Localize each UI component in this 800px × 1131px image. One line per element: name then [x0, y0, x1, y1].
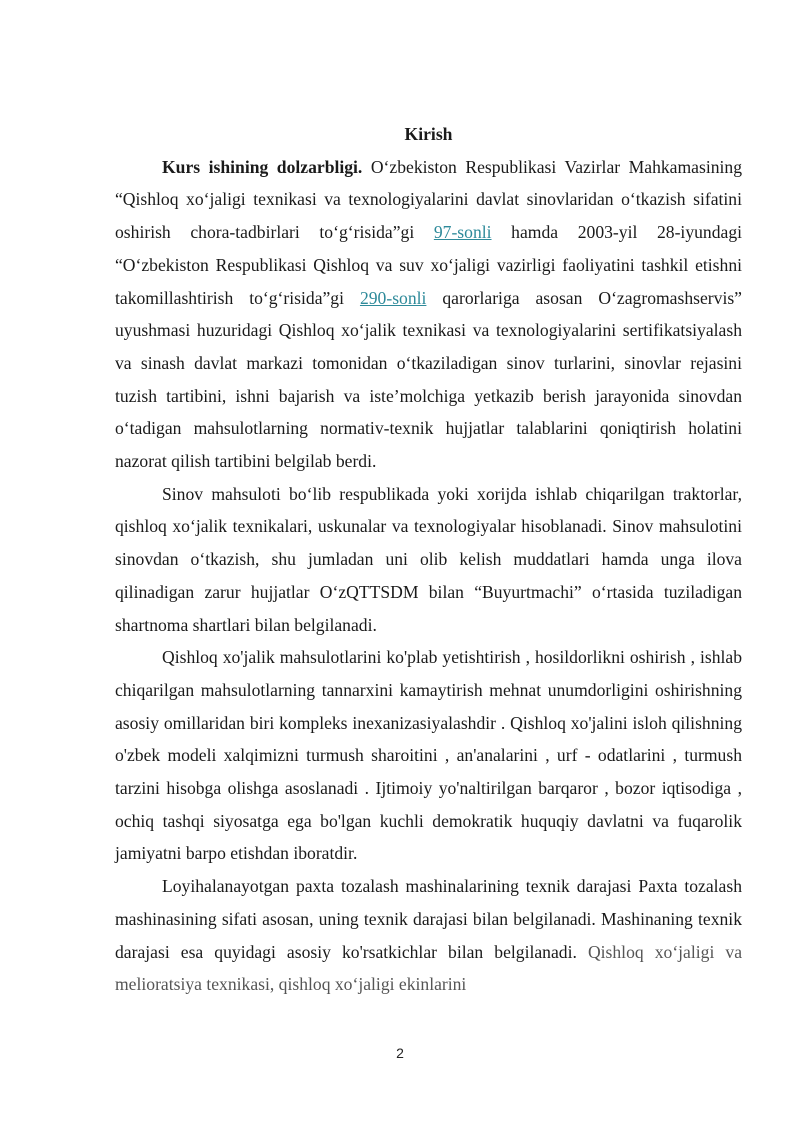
paragraph-test-product: Sinov mahsuloti bo‘lib respublikada yoki xorijda ishlab chiqarilgan traktorlar, qishloq xo‘jalik texnikalari, uskunalar va texnologiyalar hisoblanadi. Sinov mahsulotini sinovdan o‘tkazish, shu jumladan uni olib kelish muddatlari hamda unga ilova qilinadigan zarur hujjatlar O‘zQTTSDM bilan “Buyurtmachi” o‘rtasida tuziladigan shartnoma shartlari bilan belgilanadi.: [115, 483, 742, 635]
page-number: 2: [396, 1045, 404, 1061]
paragraph-gray-text: Qishloq xo‘jaligi va melioratsiya texnikasi, qishloq xo‘jaligi ekinlarini: [115, 941, 743, 995]
paragraph-text-a: O‘zbekiston Respublikasi Vazirlar Mahkamasining “Qishloq xo‘jaligi texnikasi va texnologiyalarini davlat sinovlaridan o‘tkazish sifatini oshirish chora-tadbirlari to‘g‘risida”gi: [115, 156, 742, 243]
link-resolution-97[interactable]: 97-sonli: [433, 222, 492, 243]
paragraph-bold-lead: Kurs ishining dolzarbligi.: [162, 156, 363, 177]
link-resolution-290[interactable]: 290-sonli: [359, 287, 427, 308]
page-title: Kirish: [404, 124, 453, 144]
paragraph-agriculture: Qishloq xo'jalik mahsulotlarini ko'plab yetishtirish , hosildorlikni oshirish , ishlab chiqarilgan mahsulotlarning tannarxini kamaytirish mehnat unumdorligini oshirishning asosiy omillaridan biri kompleks inexanizasiyalashdir . Qishloq xo'jalini isloh qilishning o'zbek modeli xalqimizni turmush sharoitini , an'analarini , urf - odatlarini , turmush tarzini hisobga olishga asoslanadi . Ijtimoiy yo'naltirilgan barqaror , bozor iqtisodiga , ochiq tashqi siyosatga ega bo'lgan kuchli demokratik huquqiy davlatni va fuqarolik jamiyatni barpo etishdan iboratdir.: [115, 647, 742, 864]
paragraph-technical-level: [115, 870, 742, 1001]
paragraph-text-c: qarorlariga asosan O‘zagromashservis” uyushmasi huzuridagi Qishloq xo‘jalik texnikasi va texnologiyalarini sertifikatsiyalash va sinash davlat markazi tomonidan o‘tkaziladigan sinov turlarini, sinovlar rejasini tuzish tartibini, ishni bajarish va iste’molchiga yetkazib berish jarayonida sinovdan o‘tadigan mahsulotlarning normativ-texnik hujjatlar talablarini qoniqtirish holatini nazorat qilish tartibini belgilab berdi.: [115, 287, 742, 472]
document-body: [115, 118, 742, 1001]
paragraph-text-b: hamda 2003-yil 28-iyundagi “O‘zbekiston Respublikasi Qishloq va suv xo‘jaligi vazirligi faoliyatini tashkil etishni takomillashtirish to‘g‘risida”gi: [115, 222, 743, 308]
paragraph-technical-text: Loyihalanayotgan paxta tozalash mashinalarining texnik darajasi Paxta tozalash mashinasining sifati asosan, uning texnik darajasi bilan belgilanadi. Mashinaning texnik darajasi esa quyidagi asosiy ko'rsatkichlar bilan belgilanadi.: [115, 876, 742, 962]
paragraph-relevance: [115, 151, 742, 478]
